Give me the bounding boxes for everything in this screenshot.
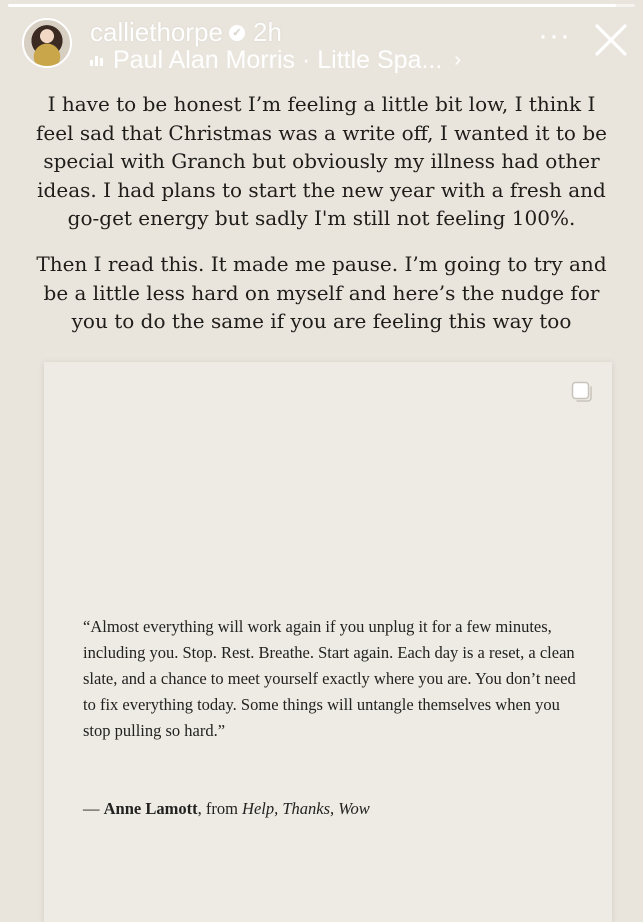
attribution-from: , from	[197, 799, 243, 818]
caption-paragraph-1: I have to be honest I’m feeling a little bit low, I think I feel sad that Christmas was a write off, I wanted it to be special with Granch but obviously my illness had other ideas. I had plans to start the new year with a fresh and go-get energy but sadly I'm still not feeling 100%.	[36, 92, 607, 230]
attribution-dash: —	[83, 799, 104, 818]
story-header	[22, 18, 633, 74]
verified-badge-icon: ✓	[229, 25, 245, 41]
quote-card[interactable]	[44, 362, 612, 922]
more-icon[interactable]: ···	[538, 19, 571, 52]
quote-book-title: Help, Thanks, Wow	[242, 799, 370, 818]
username[interactable]: calliethorpe	[90, 17, 223, 47]
story-progress-fill	[8, 4, 616, 7]
music-label: Paul Alan Morris · Little Spa...	[113, 46, 443, 74]
username-row	[90, 18, 282, 46]
quote-text: “Almost everything will work again if you unplug it for a few minutes, including you. Stop. Rest. Breathe. Start again. Each day is a reset, a clean slate, and a chance to meet yourself exactly where you are. You don’t need to fix everything today. Some things will untangle themselves when you stop pulling so hard.”	[83, 617, 576, 740]
caption-paragraph-2: Then I read this. It made me pause. I’m going to try and be a little less hard on myself and here’s the nudge for you to do the same if you are feeling this way too	[36, 252, 607, 333]
multiple-images-icon	[570, 380, 594, 404]
avatar[interactable]	[22, 18, 72, 68]
chevron-right-icon: ›	[454, 49, 461, 71]
quote-author: Anne Lamott	[103, 799, 198, 818]
music-label-row[interactable]	[90, 46, 461, 74]
audio-bars-icon	[90, 54, 103, 66]
quote-attribution	[83, 797, 370, 821]
close-icon[interactable]	[591, 20, 631, 60]
time-ago: 2h	[252, 17, 282, 47]
story-progress-bar	[8, 4, 635, 7]
